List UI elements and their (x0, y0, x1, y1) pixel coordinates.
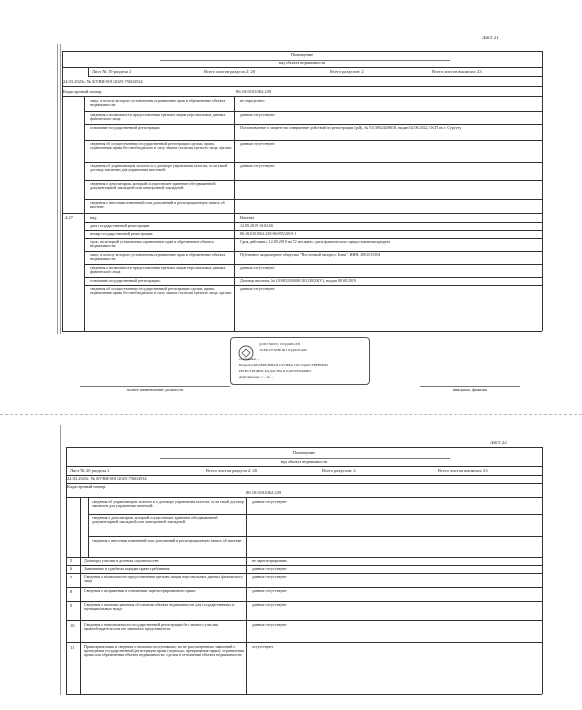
total-sheets-extract: Всего листов выписки: 23 (438, 469, 488, 473)
item-label: вид: (90, 216, 98, 220)
row-value: данные отсутствуют (252, 567, 287, 571)
row-number: 11 (70, 646, 75, 650)
item-value: данные отсутствуют (240, 266, 275, 270)
row-label: Правопритязания и сведения о наличии поступивших, но не рассмотренных заявлений о проведении государственной регистрации права (перехода, прекращения права), ограничения права или обременения объекта недвижимости, сделки в отношении объекта недвижимости: (84, 645, 244, 657)
row-label: Сведения о возражении в отношении зарегистрированного права: (84, 589, 197, 593)
row-label: сведения об управляющем залогом и о договоре управления залогом, если такой договор заключен для управления ипотекой: (90, 164, 228, 172)
extract-date-number: 24.03.2025г. № КУВИ-001/2025-75604534 (63, 80, 143, 84)
total-sections: Всего разделов: 2 (322, 469, 356, 473)
row-label: лицо, в пользу которого установлены ограничение прав и обременение объекта недвижимости: (90, 99, 226, 107)
position-caption: полное наименование должности (126, 388, 184, 392)
row-label: Заявленные в судебном порядке права требования: (84, 567, 171, 571)
cadastral-value: 86:10:0101062:239 (246, 491, 282, 495)
item-label: сведения об осуществлении государственной регистрации сделки, права, ограничения права без необходимого в силу закона согласия третьего лица, органа: (90, 287, 232, 295)
item-value: 12.09.2019 10:02:06 (240, 224, 274, 228)
cadastral-label: Кадастровый номер: (63, 90, 103, 94)
row-label: сведения об осуществлении государственной регистрации сделки, права, ограничения права без необходимого в силу закона согласия третьего лица, органа: (90, 142, 232, 150)
stamp-line: Действителен: с ... по ... (239, 376, 274, 379)
item-value: Срок действия с 12.09.2019 на 72 месяцев с даты фактического предоставления кредита (240, 240, 390, 244)
stamp-line: РЕГИСТРАЦИИ, КАДАСТРА И КАРТОГРАФИИ (239, 370, 311, 373)
item-number: 4.27 (65, 216, 73, 220)
row-label: сведения о внесении изменений или дополнений в регистрационную запись об ипотеке: (92, 539, 243, 543)
stamp-line: Сертификат ... (239, 358, 260, 361)
row-number: 6 (70, 567, 73, 571)
item-value: Ипотека (240, 216, 255, 220)
row-label: Сведения о невозможности государственной регистрации без личного участия правообладателя или его законного представителя: (84, 623, 218, 631)
row-number: 9 (70, 604, 73, 608)
row-value: данные отсутствуют (240, 113, 275, 117)
item-label: лицо, в пользу которого установлены ограничение прав и обременение объекта недвижимости: (90, 253, 226, 261)
row-number: 5 (70, 559, 73, 563)
stamp-line: Владелец ФЕДЕРАЛЬНАЯ СЛУЖБА ГОСУДАРСТВЕННОЙ (239, 364, 328, 367)
row-value: данные отсутствуют (252, 575, 287, 579)
item-value: Публичное акционерное общество "Восточный экспресс Банк", ИНН: 2801015394 (240, 253, 381, 257)
object-type-title: Помещение (292, 451, 316, 455)
row-label: Сведения о наличии решения об изъятии объекта недвижимости для государственных и муниципальных нужд: (84, 603, 235, 611)
total-sections: Всего разделов: 2 (330, 70, 364, 74)
row-value: Постановление о запрете на совершение действий по регистрации (pdf), № 511385244/8618, выдан 02.06.2022, ОСП по г. Сургуту (240, 126, 462, 130)
object-type-title: Помещение (290, 53, 314, 57)
item-label: сведения о возможности предоставления третьим лицам персональных данных физического лица (90, 266, 226, 274)
row-value: данные отсутствуют (252, 589, 287, 593)
row-label: Договоры участия в долевом строительстве: (84, 559, 160, 563)
item-label: основание государственной регистрации: (90, 279, 161, 283)
row-label: сведения о внесении изменений или дополнений в регистрационную запись об ипотеке: (90, 201, 225, 209)
row-number: 10 (70, 624, 75, 628)
row-value: данные отсутствуют (240, 164, 275, 168)
sheet-number: Лист 22 (490, 441, 507, 446)
cadastral-label: Кадастровый номер: (67, 485, 107, 489)
object-type-caption: вид объекта недвижимости (278, 61, 326, 65)
row-value: данные отсутствуют (252, 623, 287, 627)
row-label: сведения о депозитарии, который осуществляет хранение обездвиженной документарной закладной или электронной закладной: (92, 516, 218, 524)
row-label: основание государственной регистрации: (90, 126, 161, 130)
row-number: 8 (70, 590, 73, 594)
row-value: данные отсутствуют (252, 603, 287, 607)
item-label: дата государственной регистрации: (90, 224, 151, 228)
sheet-number: Лист 21 (482, 36, 499, 41)
row-value: не определено (240, 99, 265, 103)
row-label: сведения о депозитарии, который осуществляет хранение обездвиженной документарной закладной или электронной закладной: (90, 182, 216, 190)
cadastral-value: 86:10:0101062:239 (236, 90, 272, 94)
row-value: данные отсутствуют (240, 142, 275, 146)
row-number: 7 (70, 576, 73, 580)
total-sheets-section: Всего листов раздела 2: 20 (206, 469, 257, 473)
stamp-line: ДОКУМЕНТ ПОДПИСАН (259, 343, 301, 346)
row-value: не зарегистрировано (252, 559, 288, 563)
extract-date-number: 24.03.2025г. № КУВИ-001/2025-75604534 (67, 477, 147, 481)
row-label: сведения о возможности предоставления третьим лицам персональных данных физического лица (90, 113, 226, 121)
item-label: номер государственной регистрации: (90, 232, 154, 236)
sheet-in-section: Лист № 19 раздела 2 (92, 70, 132, 74)
stamp-line: ЭЛЕКТРОННОЙ ПОДПИСЬЮ (259, 349, 308, 352)
sheet-in-section: Лист № 20 раздела 2 (70, 469, 110, 473)
row-label: Сведения о возможности предоставления третьим лицам персональных данных физического лица (84, 575, 243, 583)
row-value: отсутствуют (252, 645, 274, 649)
item-value: данные отсутствуют (240, 287, 275, 291)
item-value: 86:10:0101062:239-86/055/2019-1 (240, 232, 297, 236)
total-sheets-section: Всего листов раздела 2: 20 (204, 70, 255, 74)
name-caption: инициалы, фамилия (452, 388, 488, 392)
object-type-caption: вид объекта недвижимости (280, 460, 328, 464)
total-sheets-extract: Всего листов выписки: 23 (432, 70, 482, 74)
row-label: сведения об управляющем залогом и о договоре управления залогом, если такой договор заключен для управления ипотекой: (92, 500, 244, 508)
item-value: Договор ипотеки, № 19/0833/00000/101138/ZKV1, выдан 08.09.2019 (240, 279, 356, 283)
row-value: данные отсутствуют (252, 500, 287, 504)
item-label: срок, на который установлены ограничение прав и обременение объекта недвижимости: (90, 240, 214, 248)
